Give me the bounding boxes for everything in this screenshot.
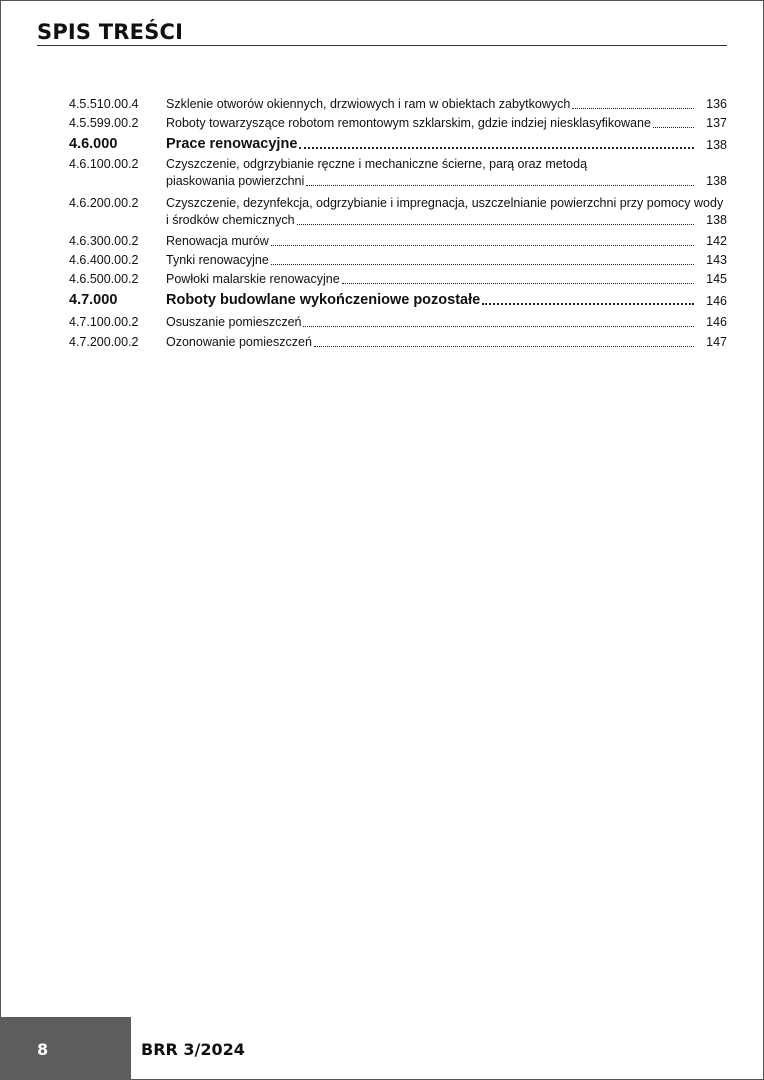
dot-leader: [572, 108, 694, 109]
toc-entry-title-line: Renowacja murów: [166, 234, 269, 248]
dot-leader: [653, 127, 694, 128]
toc-entry-page: 145: [706, 272, 727, 286]
toc-entry-page: 146: [706, 294, 727, 308]
toc-entry-title: [166, 96, 694, 113]
toc-entry-title-line: Tynki renowacyjne: [166, 253, 269, 267]
toc-entry-page: 143: [706, 253, 727, 267]
footer-page-block: [0, 1017, 131, 1080]
toc-entry-page: 136: [706, 97, 727, 111]
toc-entry-title-line: Czyszczenie, dezynfekcja, odgrzybianie i impregnacja, uszczelnianie powierzchni przy pomocy wody: [166, 196, 724, 210]
toc-entry-title: [166, 271, 694, 288]
toc-entry-code: 4.7.100.00.2: [69, 315, 139, 329]
toc-entry-title: [166, 136, 694, 153]
toc-entry-code: 4.6.300.00.2: [69, 234, 139, 248]
dot-leader: [271, 245, 694, 246]
toc-entry-page: 147: [706, 335, 727, 349]
dot-leader: [306, 185, 694, 186]
toc-entry-code: 4.6.100.00.2: [69, 157, 139, 171]
dot-leader: [482, 303, 694, 305]
toc-entry-title: [166, 233, 694, 250]
toc-entry-page: 146: [706, 315, 727, 329]
dot-leader: [342, 283, 694, 284]
toc-entry-code: 4.6.200.00.2: [69, 196, 139, 210]
dot-leader: [299, 147, 694, 149]
toc-entry-title-line: i środków chemicznych: [166, 213, 295, 227]
toc-entry-page: 138: [706, 138, 727, 152]
toc-entry-code: 4.7.200.00.2: [69, 335, 139, 349]
footer-page-number: 8: [37, 1040, 49, 1059]
toc-entry-title-line: Powłoki malarskie renowacyjne: [166, 272, 340, 286]
toc-entry-title-line: Roboty towarzyszące robotom remontowym szklarskim, gdzie indziej niesklasyfikowane: [166, 116, 651, 130]
dot-leader: [297, 224, 694, 225]
toc-entry-page: 138: [706, 174, 727, 188]
toc-entry-title-line: Osuszanie pomieszczeń: [166, 315, 302, 329]
toc-entry-page: 137: [706, 116, 727, 130]
toc-entry-title: [166, 292, 694, 309]
toc-entry-title-line: Czyszczenie, odgrzybianie ręczne i mechaniczne ścierne, parą oraz metodą: [166, 157, 588, 171]
toc-entry-page: 138: [706, 213, 727, 227]
toc-entry-title: [166, 252, 694, 269]
toc-entry-code: 4.5.510.00.4: [69, 97, 139, 111]
dot-leader: [314, 346, 694, 347]
footer-issue: BRR 3/2024: [141, 1040, 245, 1059]
toc-entry-code: 4.5.599.00.2: [69, 116, 139, 130]
toc-entry-title: [166, 314, 694, 331]
dot-leader: [271, 264, 694, 265]
page-title: SPIS TREŚCI: [37, 20, 184, 44]
toc-entry-title-line: Roboty budowlane wykończeniowe pozostałe: [166, 292, 481, 308]
toc-entry-title-line: Szklenie otworów okiennych, drzwiowych i ram w obiektach zabytkowych: [166, 97, 571, 111]
toc-entry-title-line: piaskowania powierzchni: [166, 174, 305, 188]
toc-entry-title: [166, 156, 694, 190]
toc-entry-title-line: Ozonowanie pomieszczeń: [166, 335, 312, 349]
toc-entry-code: 4.7.000: [69, 292, 118, 308]
toc-entry-title: [166, 334, 694, 351]
dot-leader: [303, 326, 694, 327]
toc-entry-code: 4.6.500.00.2: [69, 272, 139, 286]
toc-entry-title: [166, 115, 694, 132]
toc-entry-code: 4.6.400.00.2: [69, 253, 139, 267]
title-rule: [37, 45, 727, 46]
toc-entry-title-line: Prace renowacyjne: [166, 136, 298, 152]
toc-entry-code: 4.6.000: [69, 136, 118, 152]
toc-entry-page: 142: [706, 234, 727, 248]
